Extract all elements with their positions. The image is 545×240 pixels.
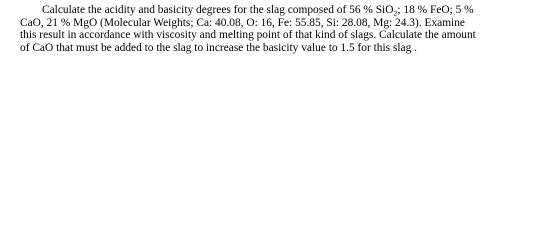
document-body	[0, 0, 545, 89]
question-line-2: CaO, 21 % MgO (Molecular Weights; Ca: 40.08, O: 16, Fe: 55.85, Si: 28.08, Mg: 24.3). Examine	[20, 16, 465, 29]
question-line-4: of CaO that must be added to the slag to increase the basicity value to 1.5 for this slag .	[20, 41, 417, 54]
question-line-3: this result in accordance with viscosity and melting point of that kind of slags. Calculate the amount	[20, 29, 476, 42]
question-paragraph	[20, 4, 537, 54]
question-line-1: Calculate the acidity and basicity degrees for the slag composed of 56 % SiO₂; 18 % FeO; 5 %	[42, 4, 474, 16]
